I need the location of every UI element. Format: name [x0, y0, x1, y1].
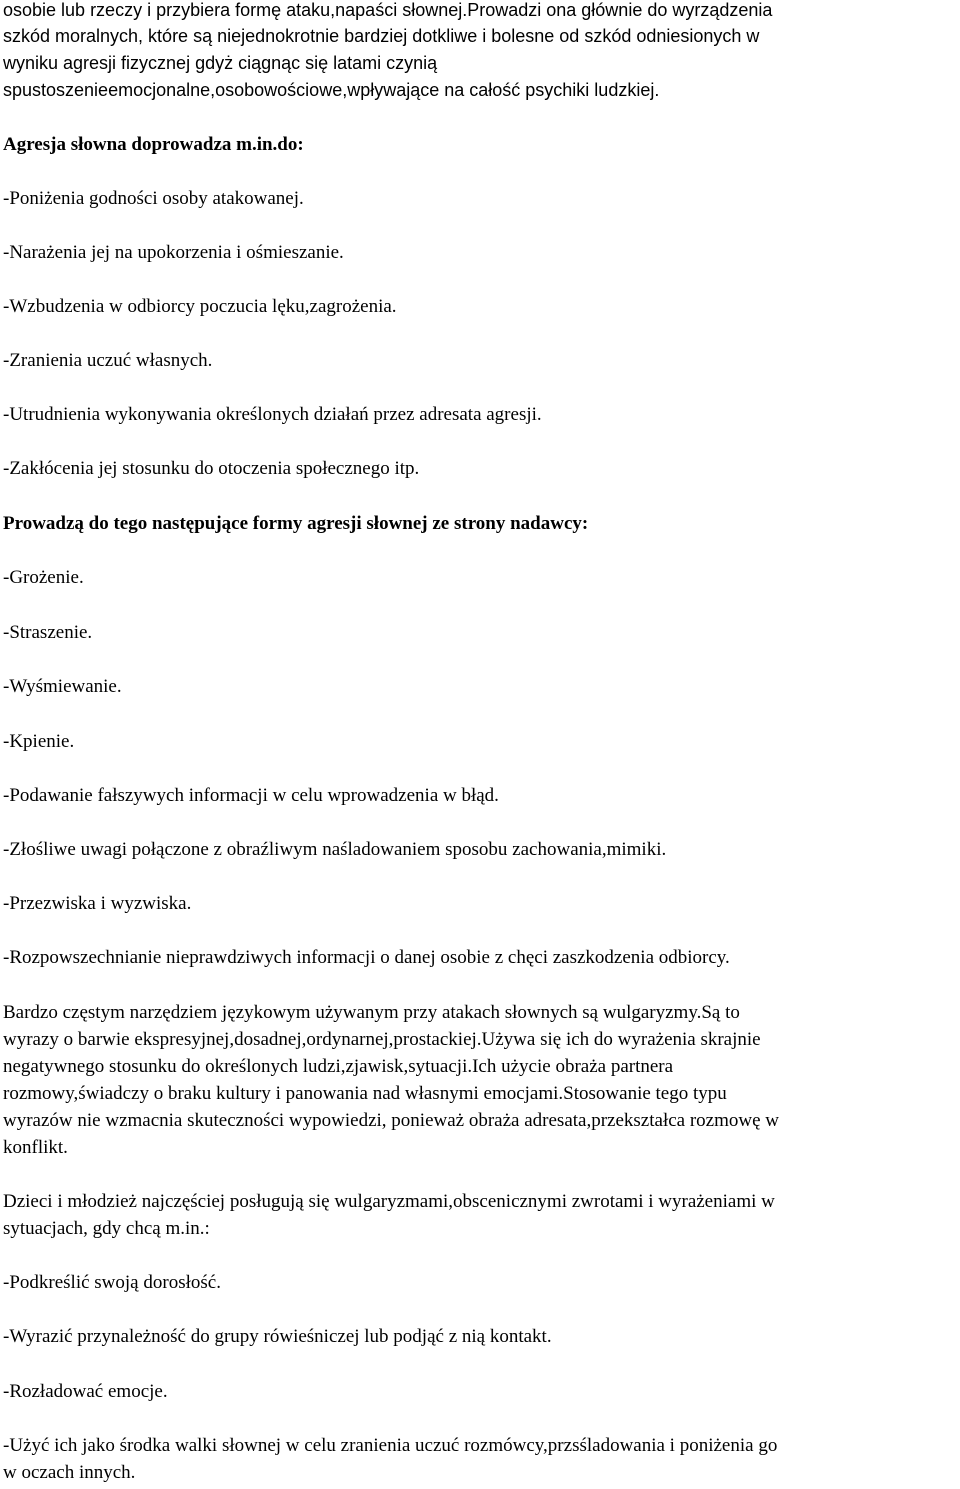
list-item: -Wyśmiewanie.: [3, 676, 122, 697]
paragraph-line: sytuacjach, gdy chcą m.in.:: [3, 1218, 210, 1239]
list-item: -Rozpowszechnianie nieprawdziwych informacji o danej osobie z chęci zaszkodzenia odbiorcy.: [3, 947, 730, 968]
intro-line: wyniku agresji fizycznej gdyż ciągnąc się latami czynią: [3, 53, 438, 73]
paragraph-line: wyrazów nie wzmacnia skuteczności wypowiedzi, ponieważ obraża adresata,przekształca rozmowę w: [3, 1110, 780, 1131]
list-item: w oczach innych.: [3, 1462, 136, 1483]
paragraph-line: konflikt.: [3, 1137, 68, 1158]
list-item: -Wyrazić przynależność do grupy rówieśniczej lub podjąć z nią kontakt.: [3, 1326, 552, 1347]
list-item: -Złośliwe uwagi połączone z obraźliwym naśladowaniem sposobu zachowania,mimiki.: [3, 839, 667, 860]
list-item: -Utrudnienia wykonywania określonych działań przez adresata agresji.: [3, 404, 542, 425]
list-item: -Zranienia uczuć własnych.: [3, 350, 213, 371]
list-item: -Rozładować emocje.: [3, 1381, 168, 1402]
paragraph-line: rozmowy,świadczy o braku kultury i panowania nad własnymi emocjami.Stosowanie tego typu: [3, 1083, 727, 1104]
paragraph-line: negatywnego stosunku do określonych ludzi,zjawisk,sytuacji.Ich użycie obraża partnera: [3, 1056, 674, 1077]
intro-line: spustoszenieemocjonalne,osobowościowe,wpływające na całość psychiki ludzkiej.: [3, 80, 660, 100]
list-item: -Użyć ich jako środka walki słownej w celu zranienia uczuć rozmówcy,przsśladowania i poniżenia go: [3, 1435, 778, 1456]
list-item: -Wzbudzenia w odbiorcy poczucia lęku,zagrożenia.: [3, 296, 397, 317]
list-item: -Zakłócenia jej stosunku do otoczenia społecznego itp.: [3, 458, 420, 479]
list-item: -Poniżenia godności osoby atakowanej.: [3, 188, 304, 209]
list-item: -Straszenie.: [3, 622, 93, 643]
paragraph-line: wyrazy o barwie ekspresyjnej,dosadnej,ordynarnej,prostackiej.Używa się ich do wyrażenia skrajnie: [3, 1029, 761, 1050]
list-item: -Grożenie.: [3, 567, 84, 588]
paragraph-line: Bardzo częstym narzędziem językowym używanym przy atakach słownych są wulgaryzmy.Są to: [3, 1002, 740, 1023]
list-item: -Narażenia jej na upokorzenia i ośmieszanie.: [3, 242, 344, 263]
list-item: -Kpienie.: [3, 731, 75, 752]
intro-line: szkód moralnych, które są niejednokrotnie bardziej dotkliwe i bolesne od szkód odniesionych w: [3, 26, 760, 46]
list-item: -Przezwiska i wyzwiska.: [3, 893, 192, 914]
list-item: -Podkreślić swoją dorosłość.: [3, 1272, 221, 1293]
intro-line: osobie lub rzeczy i przybiera formę ataku,napaści słownej.Prowadzi ona głównie do wyrządzenia: [3, 0, 773, 20]
section-heading: Prowadzą do tego następujące formy agresji słownej ze strony nadawcy:: [3, 513, 589, 534]
paragraph-line: Dzieci i młodzież najczęściej posługują się wulgaryzmami,obscenicznymi zwrotami i wyrażeniami w: [3, 1191, 775, 1212]
section-heading: Agresja słowna doprowadza m.in.do:: [3, 134, 304, 155]
list-item: -Podawanie fałszywych informacji w celu wprowadzenia w błąd.: [3, 785, 499, 806]
